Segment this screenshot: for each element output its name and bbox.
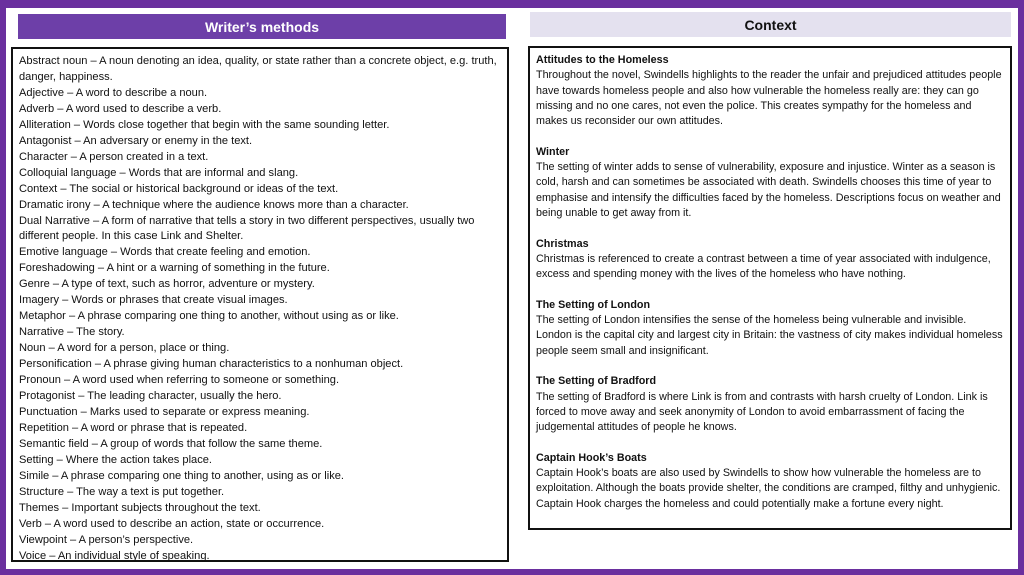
glossary-item: Dramatic irony – A technique where the audience knows more than a character.	[19, 198, 409, 211]
glossary-item: Antagonist – An adversary or enemy in the text.	[19, 134, 253, 147]
writers-methods-title: Writer’s methods	[204, 18, 320, 35]
glossary-item: Character – A person created in a text.	[19, 150, 209, 163]
glossary-item: Foreshadowing – A hint or a warning of something in the future.	[19, 262, 330, 275]
context-section-bradford	[536, 374, 1004, 435]
glossary-item: Setting – Where the action takes place.	[19, 453, 213, 466]
context-section-christmas	[536, 237, 1004, 283]
glossary-item: Context – The social or historical background or ideas of the text.	[19, 182, 339, 195]
glossary-item: Themes – Important subjects throughout the text.	[19, 501, 261, 514]
glossary-item: Personification – A phrase giving human characteristics to a nonhuman object.	[19, 358, 404, 371]
section-heading: Winter	[536, 145, 570, 158]
glossary-item: Narrative – The story.	[19, 326, 125, 339]
glossary-item: Viewpoint – A person’s perspective.	[19, 533, 194, 546]
glossary-item: Emotive language – Words that create feeling and emotion.	[19, 246, 311, 259]
glossary-item: Pronoun – A word used when referring to someone or something.	[19, 374, 340, 387]
section-body: Throughout the novel, Swindells highlights to the reader the unfair and prejudiced attitudes people have towards homeless people and also how vulnerable the homeless really are: they can go missing and no one cares, not even the police. This creates sympathy for the homeless and makes us reconsider our own attitudes.	[536, 69, 1002, 128]
glossary-item: Alliteration – Words close together that begin with the same sounding letter.	[19, 118, 390, 131]
glossary-item: Abstract noun – A noun denoting an idea, quality, or state rather than a concrete object, e.g. truth, danger, happiness.	[19, 55, 497, 83]
context-box	[528, 46, 1012, 530]
glossary-item: Imagery – Words or phrases that create visual images.	[19, 294, 288, 307]
section-body: The setting of London intensifies the sense of the homeless being vulnerable and invisible. London is the capital city and largest city in Britain: the vastness of city makes individual homeless people seem small and insignificant.	[536, 314, 1003, 357]
glossary-item: Noun – A word for a person, place or thing.	[19, 342, 230, 355]
glossary-item: Colloquial language – Words that are informal and slang.	[19, 166, 299, 179]
section-heading: The Setting of London	[536, 298, 651, 311]
context-header	[530, 12, 1011, 37]
glossary-item: Structure – The way a text is put together.	[19, 485, 225, 498]
glossary-item: Adjective – A word to describe a noun.	[19, 86, 208, 99]
section-body: Christmas is referenced to create a contrast between a time of year associated with indulgence, excess and spending money with the lives of the homeless who have nothing.	[536, 252, 991, 281]
glossary-item: Simile – A phrase comparing one thing to another, using as or like.	[19, 469, 344, 482]
glossary-item: Repetition – A word or phrase that is repeated.	[19, 421, 248, 434]
context-section-attitudes	[536, 53, 1004, 129]
glossary-item: Adverb – A word used to describe a verb.	[19, 102, 222, 115]
glossary-item: Voice – An individual style of speaking.	[19, 549, 210, 562]
glossary-item: Dual Narrative – A form of narrative that tells a story in two different perspectives, usually two different people. In this case Link and Shelter.	[19, 214, 475, 243]
glossary-item: Punctuation – Marks used to separate or express meaning.	[19, 405, 310, 418]
writers-methods-header	[18, 14, 506, 39]
context-sections	[536, 53, 1004, 512]
section-heading: Attitudes to the Homeless	[536, 54, 669, 66]
section-heading: Christmas	[536, 237, 589, 250]
glossary-item: Protagonist – The leading character, usually the hero.	[19, 390, 282, 403]
glossary-item: Verb – A word used to describe an action, state or occurrence.	[19, 517, 325, 530]
section-body: Captain Hook’s boats are also used by Swindells to show how vulnerable the homeless are to exploitation. Although the boats provide shelter, the conditions are cramped, filthy and unhygienic. Captain Hook charges the homeless and could potentially make a fortune every night.	[536, 467, 1001, 510]
section-body: The setting of Bradford is where Link is from and contrasts with harsh cruelty of London. Link is forced to move away and seek anonymity of London to avoid embarrassment of facing the judgemental attitudes of people he knows.	[536, 390, 988, 434]
glossary-item: Semantic field – A group of words that follow the same theme.	[19, 437, 323, 450]
section-heading: Captain Hook’s Boats	[536, 451, 647, 464]
glossary-item: Genre – A type of text, such as horror, adventure or mystery.	[19, 278, 315, 291]
section-heading: The Setting of Bradford	[536, 375, 657, 388]
context-title: Context	[744, 16, 797, 33]
glossary-item: Metaphor – A phrase comparing one thing to another, without using as or like.	[19, 310, 399, 323]
glossary-list	[19, 54, 501, 565]
context-section-captain-hook	[536, 451, 1004, 512]
context-section-winter	[536, 145, 1004, 221]
section-body: The setting of winter adds to sense of vulnerability, exposure and injustice. Winter as a season is cold, harsh and can sometimes be associated with death. Swindells chooses this time of year to emphasise and intensify the difficulties faced by the homeless. Descriptions focus on weather and being unable to get away from it.	[536, 161, 1001, 219]
glossary-box	[11, 47, 509, 562]
context-section-london	[536, 298, 1004, 359]
